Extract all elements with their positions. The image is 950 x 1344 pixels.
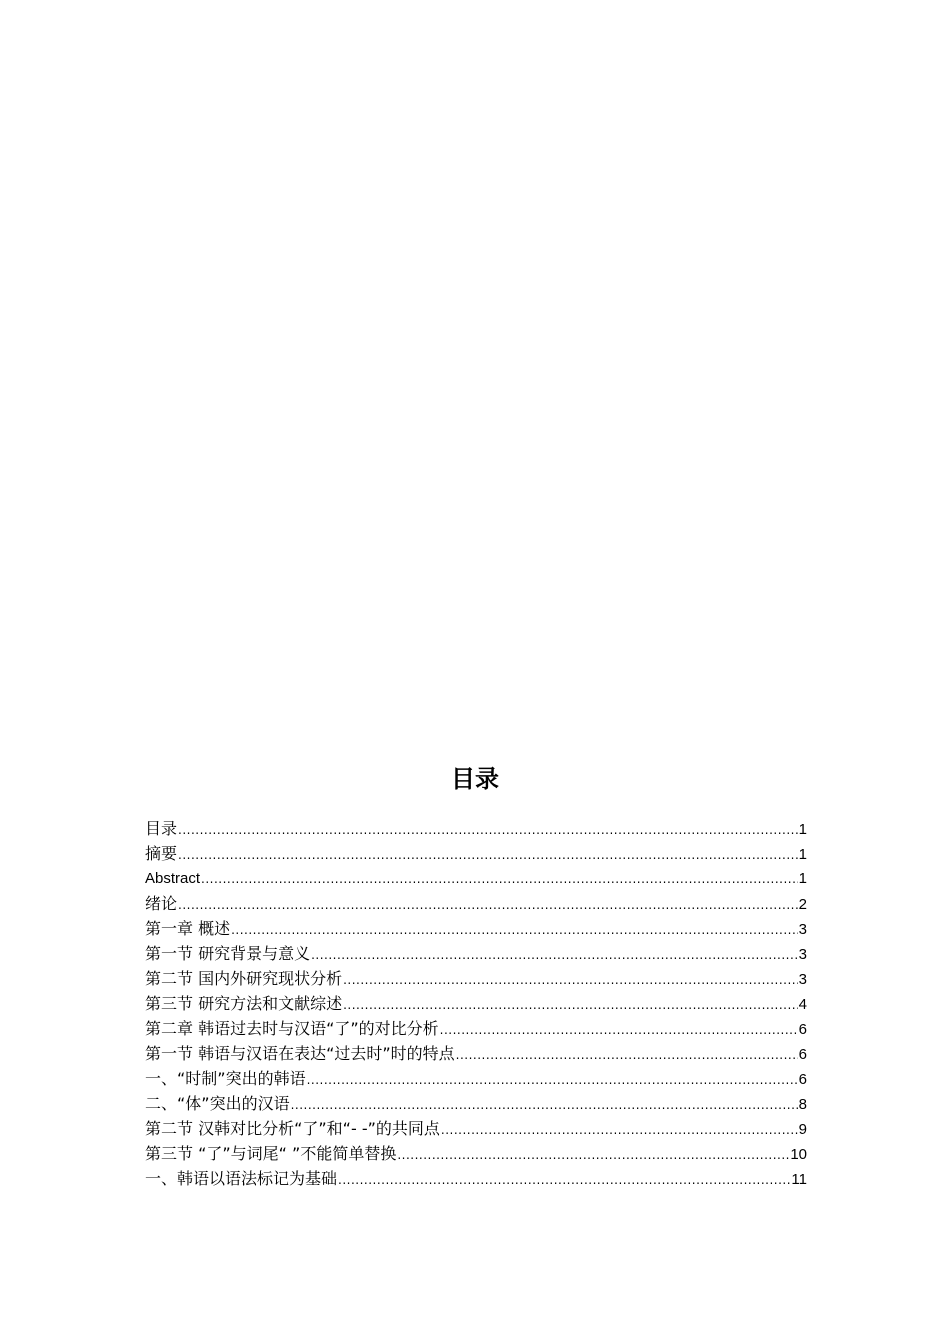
toc-entry-page: 6 [798, 1021, 807, 1038]
toc-leader-dots [397, 1143, 789, 1168]
toc-entry-page: 6 [798, 1046, 807, 1063]
toc-leader-dots [178, 843, 798, 868]
toc-entry-label: 第一章 概述 [145, 919, 231, 938]
toc-entry-label: 第二节 汉韩对比分析“了”和“- -”的共同点 [145, 1119, 440, 1138]
toc-entry-label: 第一节 韩语与汉语在表达“过去时”时的特点 [145, 1044, 455, 1063]
toc-entry-label: 第一节 研究背景与意义 [145, 944, 311, 963]
toc-leader-dots [178, 893, 798, 918]
toc-entry-page: 11 [791, 1171, 807, 1188]
toc-leader-dots [311, 943, 798, 968]
toc-leader-dots [343, 993, 798, 1018]
toc-entry[interactable] [145, 1091, 807, 1116]
toc-leader-dots [201, 867, 798, 892]
toc-entry[interactable] [145, 991, 807, 1016]
toc-entry-label: Abstract [145, 870, 201, 887]
toc-entry-label: 一、韩语以语法标记为基础 [145, 1169, 338, 1188]
toc-entry-label: 目录 [145, 819, 178, 838]
toc-leader-dots [343, 968, 798, 993]
toc-entry-label: 绪论 [145, 894, 178, 913]
toc-leader-dots [291, 1093, 798, 1118]
toc-list [145, 816, 807, 1191]
toc-leader-dots [456, 1043, 798, 1068]
toc-entry-page: 1 [798, 870, 807, 887]
toc-title: 目录 [451, 765, 499, 793]
toc-entry-page: 1 [798, 846, 807, 863]
toc-entry-label: 第三节 “了”与词尾“ ”不能简单替换 [145, 1144, 397, 1163]
toc-entry-page: 10 [790, 1146, 807, 1163]
toc-entry-page: 3 [798, 946, 807, 963]
toc-entry[interactable] [145, 1016, 807, 1041]
toc-entry[interactable] [145, 1041, 807, 1066]
toc-entry-label: 第二章 韩语过去时与汉语“了”的对比分析 [145, 1019, 439, 1038]
toc-leader-dots [441, 1118, 798, 1143]
toc-entry-label: 第二节 国内外研究现状分析 [145, 969, 343, 988]
toc-entry-label: 摘要 [145, 844, 178, 863]
toc-entry-page: 3 [798, 921, 807, 938]
toc-entry-page: 3 [798, 971, 807, 988]
toc-entry-page: 2 [798, 896, 807, 913]
toc-entry-page: 9 [798, 1121, 807, 1138]
toc-entry-page: 1 [798, 821, 807, 838]
toc-leader-dots [178, 818, 798, 843]
toc-entry[interactable] [145, 916, 807, 941]
toc-entry[interactable] [145, 816, 807, 841]
toc-entry[interactable] [145, 866, 807, 891]
toc-entry[interactable] [145, 941, 807, 966]
toc-entry[interactable] [145, 1116, 807, 1141]
toc-entry-page: 6 [798, 1071, 807, 1088]
toc-entry[interactable] [145, 841, 807, 866]
toc-entry[interactable] [145, 966, 807, 991]
toc-entry[interactable] [145, 1166, 807, 1191]
toc-entry-page: 4 [798, 996, 807, 1013]
toc-entry-page: 8 [798, 1096, 807, 1113]
toc-entry-label: 二、“体”突出的汉语 [145, 1094, 290, 1113]
toc-entry[interactable] [145, 1141, 807, 1166]
toc-entry[interactable] [145, 891, 807, 916]
toc-leader-dots [307, 1068, 798, 1093]
toc-entry-label: 第三节 研究方法和文献综述 [145, 994, 343, 1013]
toc-leader-dots [338, 1168, 790, 1193]
toc-entry-label: 一、“时制”突出的韩语 [145, 1069, 306, 1088]
toc-leader-dots [440, 1018, 798, 1043]
toc-leader-dots [231, 918, 798, 943]
toc-entry[interactable] [145, 1066, 807, 1091]
